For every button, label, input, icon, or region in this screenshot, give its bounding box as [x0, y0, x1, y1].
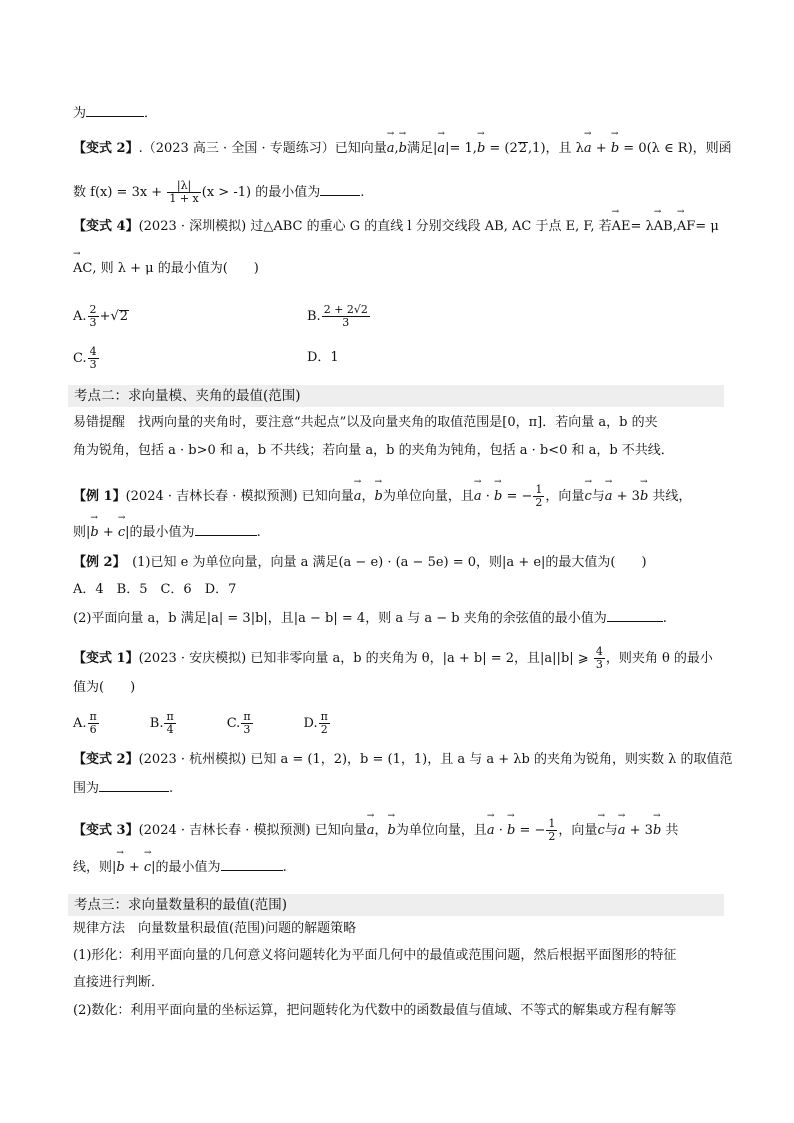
denominator: 4 — [166, 723, 174, 736]
period: ． — [144, 106, 158, 121]
option-label: B. — [307, 309, 321, 324]
question-text: |的最小值为 — [151, 860, 221, 875]
vector-b: → b — [116, 860, 124, 876]
method-line1: 规律方法 向量数量积最值(范围)问题的解题策略 — [73, 921, 357, 936]
answer-blank — [195, 523, 257, 536]
variant-1-options — [73, 711, 331, 736]
answer-blank — [99, 779, 169, 792]
vector-b: → b — [640, 489, 648, 505]
numerator: π — [89, 710, 97, 723]
option-label: B. — [149, 716, 164, 731]
fraction — [319, 711, 330, 736]
vector-c: → c — [597, 823, 604, 839]
vector-a: → a — [605, 489, 613, 505]
denominator: 6 — [89, 723, 97, 736]
option-c — [226, 710, 254, 736]
answer-blank — [607, 609, 663, 622]
option-label: A. — [73, 716, 87, 731]
question-text: 为单位向量，且 — [395, 823, 487, 838]
numerator: π — [243, 710, 251, 723]
option-a — [73, 710, 100, 736]
fraction — [241, 711, 252, 736]
numerator: |λ| — [167, 180, 200, 193]
vector-b: → b — [375, 489, 383, 505]
vector-b: → b — [611, 141, 619, 157]
question-text: ，则夹角 θ 的最小 — [605, 651, 713, 666]
denominator: 2 — [320, 723, 328, 736]
vector-a: → a — [474, 489, 482, 505]
question-text: 满足| — [406, 141, 438, 156]
vector-b: → b — [653, 823, 661, 839]
question-label: 【变式 2】 — [73, 141, 139, 156]
question-text: 线，则| — [73, 860, 117, 875]
example-2-options: A．4 B．5 C．6 D．7 — [73, 582, 237, 597]
period: . — [282, 860, 287, 875]
fraction — [533, 484, 544, 509]
question-text: |= 1, — [445, 141, 477, 156]
fraction — [164, 711, 175, 736]
question-text: ,1)，且 λ — [528, 141, 584, 156]
question-label: 【例 1】 — [73, 489, 126, 504]
method-line3: 直接进行判断． — [73, 975, 165, 990]
variant-1-line2: 值为( ) — [73, 680, 136, 695]
question-text: 数 f(x) = 3x + — [73, 185, 167, 200]
question-text: 围为 — [73, 781, 100, 796]
period: . — [256, 525, 261, 540]
vector-af: → AF — [677, 219, 695, 235]
numerator: 2 + 2√2 — [323, 303, 368, 316]
sqrt: 2 — [518, 141, 528, 156]
question-text: (2023 · 安庆模拟) 已知非零向量 a，b 的夹角为 θ，|a + b| = 2，且|a||b| ⩾ — [138, 651, 593, 666]
question-label: 【变式 4】 — [73, 219, 139, 234]
question-text: (1)已知 e 为单位向量，向量 a 满足(a − e) · (a − 5e) = 0，则|a + e|的最大值为( ) — [119, 555, 647, 570]
numerator: 2 — [89, 303, 97, 316]
variant-1-line1 — [73, 646, 713, 671]
variant-3-line1: 【变式 3】(2024 · 吉林长春 · 模拟预测) 已知向量→ a，→ b为单位向量，且→ a · → b = − $\frac{1}{2}$ ，向量→ c与→ a + 3→ b 共 — [73, 818, 678, 843]
option-text: + — [99, 309, 111, 324]
question-text: = μ — [695, 219, 719, 234]
question-label: 【变式 2】 — [73, 752, 139, 767]
option-label: C. — [73, 351, 87, 366]
question-text: 与 — [604, 823, 618, 838]
option-text: D．1 — [307, 350, 339, 365]
option-b — [149, 710, 177, 736]
example-1-line2 — [73, 523, 261, 541]
question-text: 与 — [591, 489, 605, 504]
option-d — [303, 710, 331, 736]
question-text: ，向量 — [558, 823, 598, 838]
question-text: = λ — [630, 219, 654, 234]
option-c — [73, 346, 100, 371]
vector-a: → a — [367, 823, 375, 839]
question-text: + — [98, 525, 118, 540]
answer-blank — [320, 183, 360, 196]
period: . — [169, 781, 174, 796]
denominator: 2 — [535, 496, 543, 509]
vector-a: → a — [354, 489, 362, 505]
question-label: 【变式 1】 — [73, 651, 139, 666]
option-label: D. — [303, 716, 318, 731]
question-variant-4-line1 — [73, 219, 719, 235]
text: 为 — [73, 106, 87, 121]
vector-ab: → AB — [654, 219, 673, 235]
fraction — [322, 304, 370, 329]
question-text: = (2 — [485, 141, 518, 156]
vector-b: → b — [494, 489, 502, 505]
question-text: 共 — [661, 823, 679, 838]
tip-line1: 易错提醒 找两向量的夹角时，要注意“共起点”以及向量夹角的取值范围是[0，π]．若向量 a，b 的夹 — [73, 415, 658, 430]
tip-line2: 角为锐角，包括 a · b>0 和 a，b 不共线；若向量 a，b 的夹角为钝角，包括 a · b<0 和 a，b 不共线． — [73, 443, 674, 458]
period: . — [662, 611, 667, 626]
option-b — [307, 304, 371, 329]
question-text: + — [591, 141, 611, 156]
vector-b: → b — [388, 823, 396, 839]
question-text: , — [672, 219, 677, 234]
example-1-line1: 【例 1】(2024 · 吉林长春 · 模拟预测) 已知向量→ a，→ b为单位向量，且→ a · → b = − $\frac{1}{2}$ ，向量→ c与→ a + 3→ b 共线， — [73, 484, 691, 509]
denominator: 2 — [548, 830, 556, 843]
sqrt: 2 — [119, 309, 129, 324]
denominator: 3 — [89, 358, 97, 371]
question-text: (2)平面向量 a，b 满足|a| = 3|b|，且|a − b| = 4，则 a 与 a − b 夹角的余弦值的最小值为 — [73, 611, 607, 626]
example-2-line3 — [73, 609, 667, 627]
fraction — [88, 711, 99, 736]
question-text: 共线， — [648, 489, 692, 504]
vector-a: → a — [618, 823, 626, 839]
variant-2b-line1 — [73, 752, 732, 768]
option-label: C. — [226, 716, 241, 731]
denominator: 3 — [89, 316, 97, 329]
vector-a: → a — [437, 141, 445, 157]
question-label: 【例 2】 — [73, 555, 120, 570]
answer-blank — [221, 858, 283, 871]
vector-c: → c — [118, 525, 125, 541]
numerator: 4 — [89, 345, 97, 358]
vector-c: → c — [144, 860, 151, 876]
numerator: π — [320, 710, 328, 723]
section-heading-2: 考点二：求向量模、夹角的最值(范围) — [68, 385, 724, 407]
example-2-line1 — [73, 555, 647, 571]
question-text: .（2023 高三 · 全国 · 专题练习）已知向量 — [138, 141, 387, 156]
question-text: 为单位向量，且 — [382, 489, 474, 504]
vector-ae: → AE — [612, 219, 631, 235]
numerator: π — [166, 710, 174, 723]
question-text: + 3 — [612, 489, 640, 504]
numerator: 1 — [548, 817, 556, 830]
question-text: (2023 · 深圳模拟) 过△ABC 的重心 G 的直线 l 分别交线段 AB, AC 于点 E, F, 若 — [138, 219, 612, 234]
numerator: 4 — [595, 645, 603, 658]
vector-b: → b — [90, 525, 98, 541]
option-label: A. — [73, 309, 87, 324]
question-text: (2024 · 吉林长春 · 模拟预测) 已知向量 — [125, 489, 354, 504]
denominator: 3 — [342, 316, 350, 329]
method-line2: (1)形化：利用平面向量的几何意义将问题转化为平面几何中的最值或范围问题，然后根据平面图形的特征 — [73, 948, 677, 963]
question-text: (2024 · 吉林长春 · 模拟预测) 已知向量 — [138, 823, 367, 838]
denominator: 1 + x — [169, 192, 199, 205]
denominator: 3 — [243, 723, 251, 736]
answer-line-top — [73, 104, 157, 122]
vector-a: → a — [387, 141, 395, 157]
question-variant-2a-line2 — [73, 180, 364, 205]
vector-a: → a — [584, 141, 592, 157]
variant-2b-line2 — [73, 779, 173, 797]
question-text: (x > -1) 的最小值为 — [201, 185, 321, 200]
period: . — [360, 185, 365, 200]
answer-blank — [86, 104, 144, 117]
method-line4: (2)数化：利用平面向量的坐标运算，把问题转化为代数中的函数最值与值域、不等式的解集或方程有解等 — [73, 1003, 677, 1018]
question-text: + 3 — [625, 823, 653, 838]
option-a: A. $\frac{2}{3}$ +√2 — [73, 303, 129, 329]
variant-3-line2 — [73, 858, 287, 876]
vector-b: → b — [507, 823, 515, 839]
denominator: 3 — [595, 658, 603, 671]
option-d — [307, 350, 339, 366]
question-variant-2a-line1: 【变式 2】.（2023 高三 · 全国 · 专题练习）已知向量→ a,→ b满足|→ a|= 1,→ b = (22,1)，且 λ→ a + → b = 0(λ ∈ R)，则函 — [73, 141, 732, 157]
fraction — [594, 646, 605, 671]
fraction — [88, 304, 99, 329]
vector-c: → c — [584, 489, 591, 505]
vector-ac: → AC — [73, 261, 92, 277]
question-text: + — [124, 860, 144, 875]
fraction — [88, 346, 99, 371]
question-text: = − — [502, 489, 533, 504]
question-text: = − — [515, 823, 546, 838]
question-text: |的最小值为 — [125, 525, 195, 540]
vector-b: → b — [399, 141, 407, 157]
question-text: (2023 · 杭州模拟) 已知 a = (1，2)，b = (1，1)，且 a 与 a + λb 的夹角为锐角，则实数 λ 的取值范 — [138, 752, 733, 767]
fraction — [167, 180, 200, 205]
question-text: = 0(λ ∈ R)，则函 — [619, 141, 732, 156]
numerator: 1 — [535, 483, 543, 496]
question-text: 则| — [73, 525, 91, 540]
vector-a: → a — [487, 823, 495, 839]
question-variant-4-line2 — [73, 261, 259, 277]
fraction — [546, 818, 557, 843]
section-heading-3: 考点三：求向量数量积的最值(范围) — [68, 894, 724, 916]
question-label: 【变式 3】 — [73, 823, 139, 838]
question-text: ，向量 — [545, 489, 585, 504]
question-text: , 则 λ + μ 的最小值为( ) — [92, 261, 259, 276]
vector-b: → b — [477, 141, 485, 157]
